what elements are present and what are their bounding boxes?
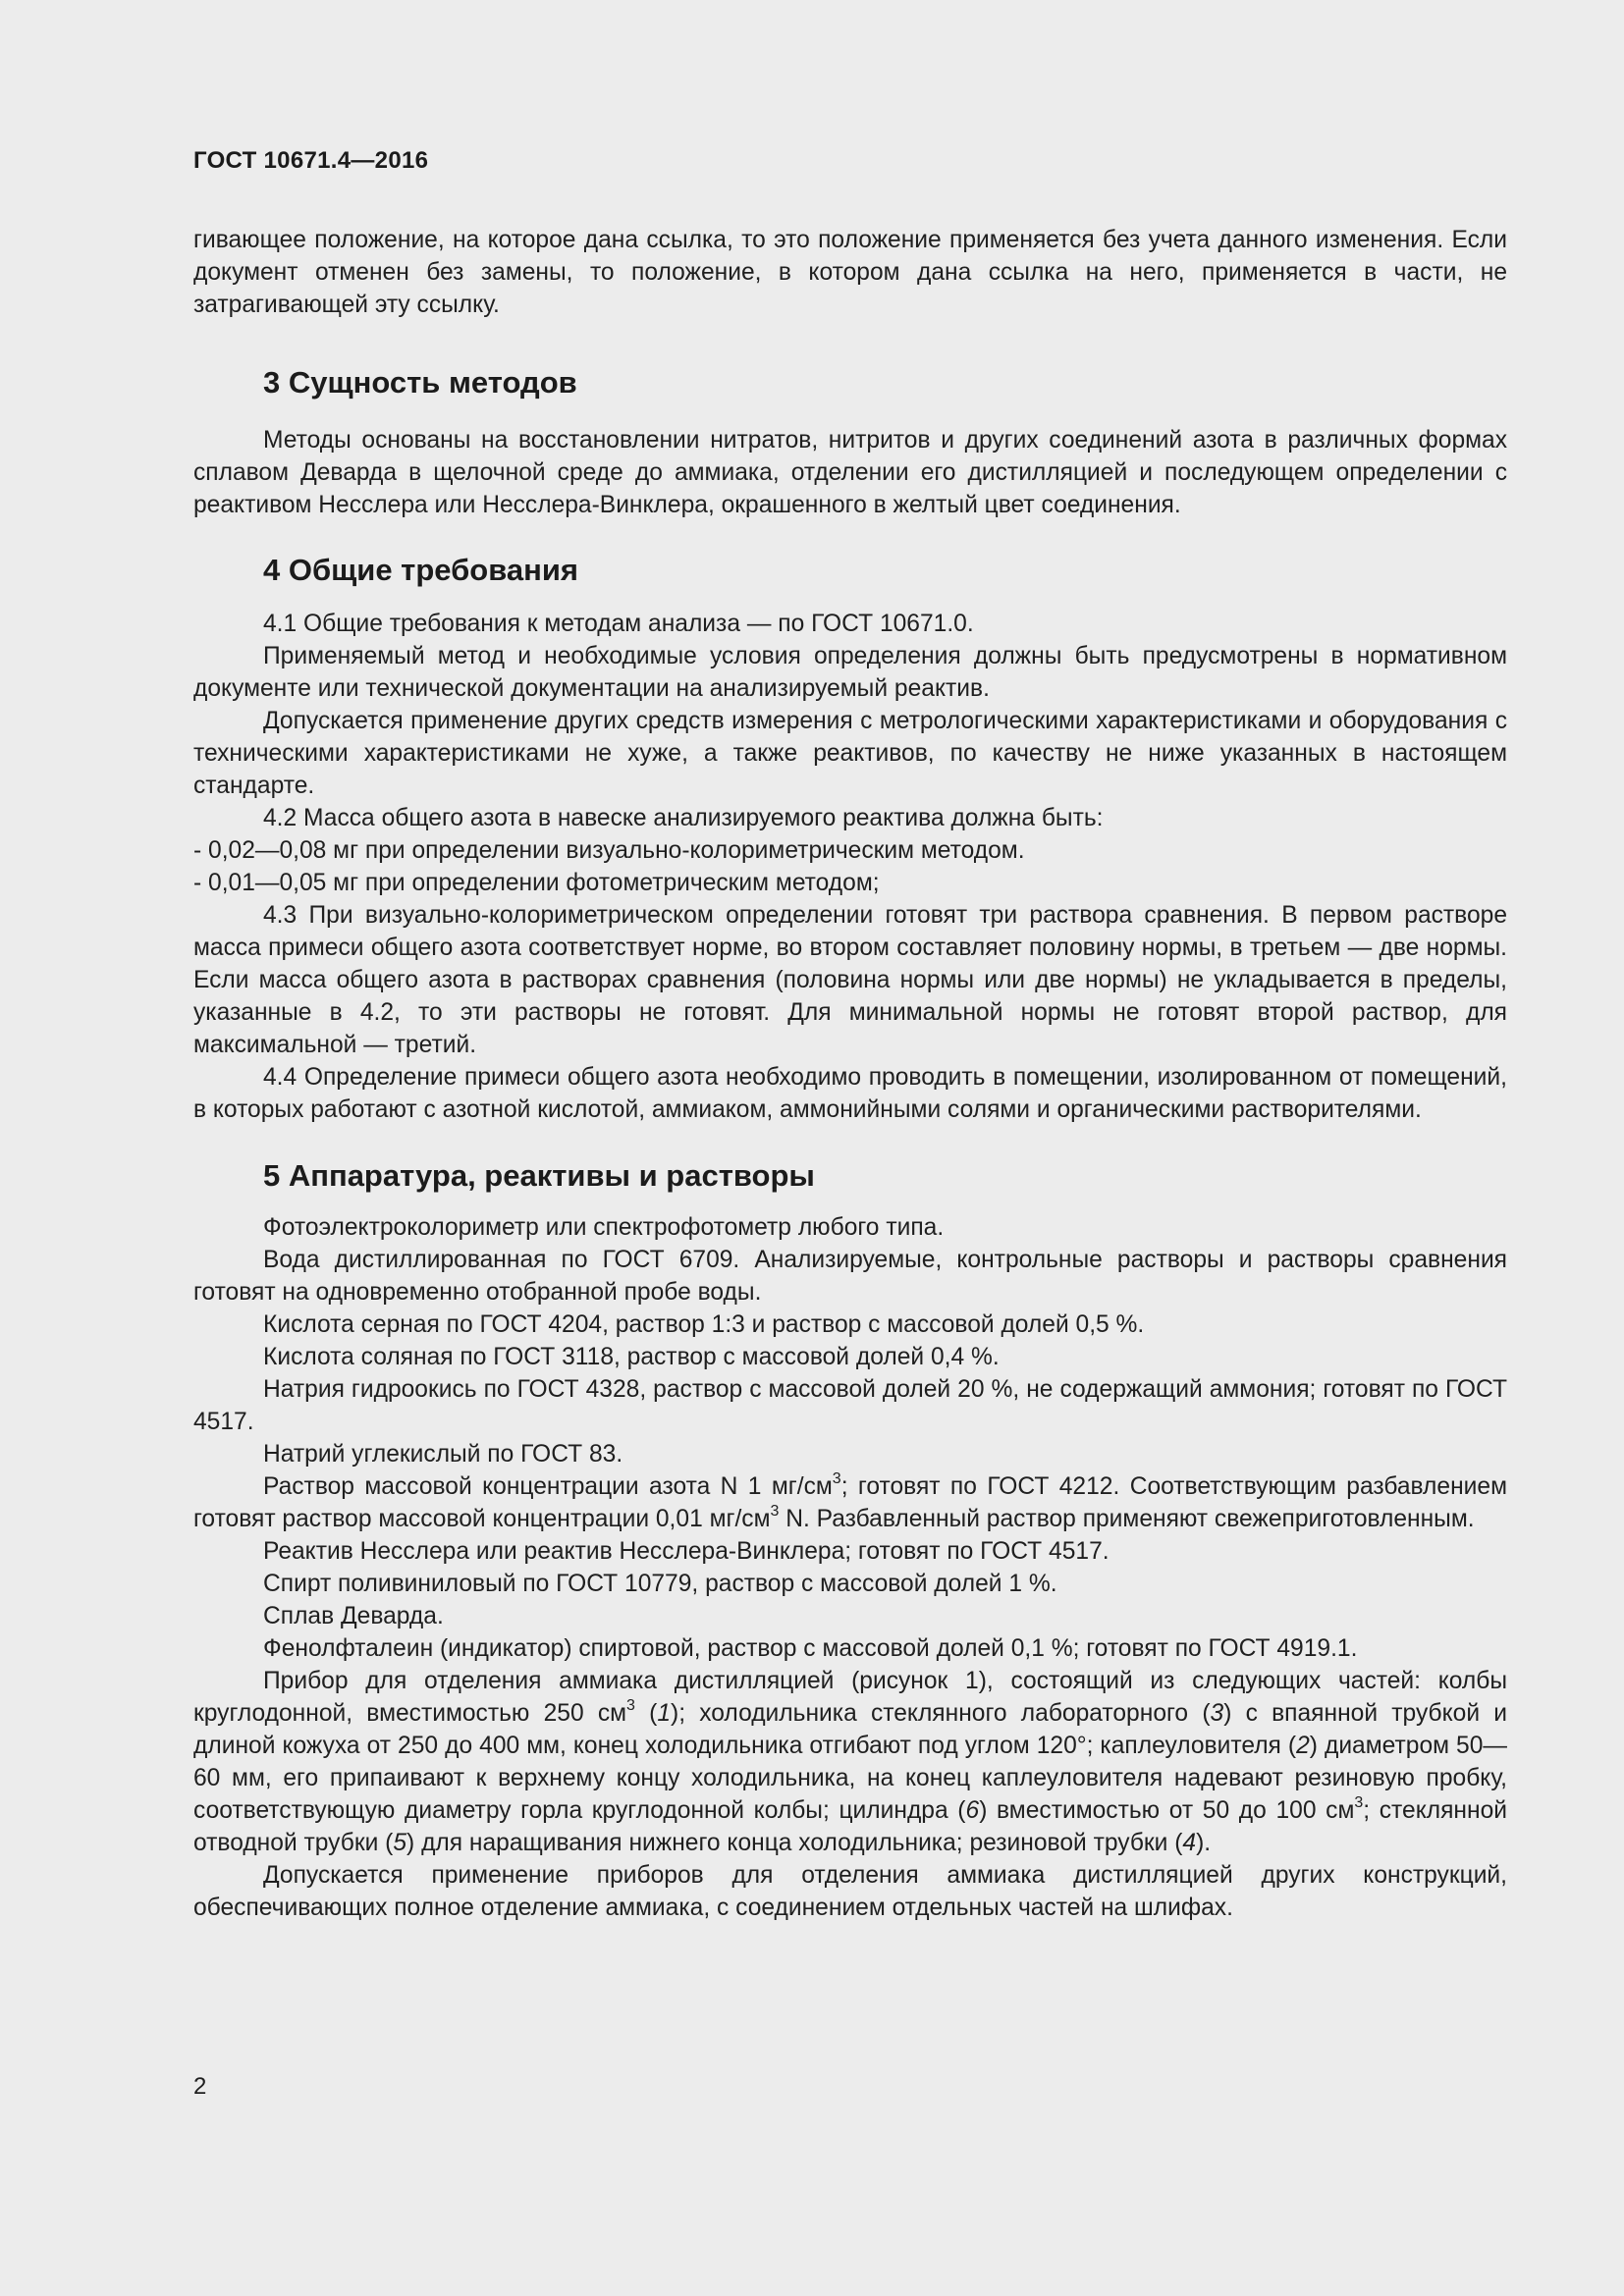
intro-paragraph: гивающее положение, на которое дана ссылка, то это положение применяется без учета данного изменения. Если документ отменен без замены, то положение, в котором дана ссылка на него, применяется в части, не затрагивающей эту ссылку. <box>193 227 1507 318</box>
text-run: ) вместимостью от 50 до 100 см <box>979 1797 1355 1824</box>
superscript: 3 <box>1354 1793 1364 1811</box>
page-number: 2 <box>193 2073 207 2100</box>
s5-paragraph-12 <box>193 1665 1507 1859</box>
clause-4-2-item-a: - 0,02—0,08 мг при определении визуально-колориметрическим методом. <box>193 837 1025 864</box>
clause-4-3: 4.3 При визуально-колориметрическом определении готовят три раствора сравнения. В первом растворе масса примеси общего азота соответствует норме, во втором составляет половину нормы, в третьем — две нормы. Если масса общего азота в растворах сравнения (половина нормы или две нормы) не укладывается в пределы, указанные в 4.2, то эти растворы не готовят. Для минимальной нормы не готовят второй раствор, для максимальной — третий. <box>193 902 1507 1058</box>
s5-paragraph-6: Натрий углекислый по ГОСТ 83. <box>263 1441 623 1468</box>
part-number: 1 <box>657 1700 672 1727</box>
s5-paragraph-13: Допускается применение приборов для отделения аммиака дистилляцией других конструкций, обеспечивающих полное отделение аммиака, с соединением отдельных частей на шлифах. <box>193 1862 1507 1921</box>
superscript: 3 <box>626 1696 635 1714</box>
text-run: N. Разбавленный раствор применяют свежеприготовленным. <box>779 1506 1475 1532</box>
s5-paragraph-3: Кислота серная по ГОСТ 4204, раствор 1:3 и раствор с массовой долей 0,5 %. <box>263 1311 1145 1338</box>
section-3-heading: 3 Сущность методов <box>263 365 577 400</box>
text-run: ). <box>1196 1830 1212 1856</box>
s5-paragraph-9: Спирт поливиниловый по ГОСТ 10779, раствор с массовой долей 1 %. <box>263 1571 1057 1597</box>
part-number: 2 <box>1296 1733 1310 1759</box>
part-number: 5 <box>393 1830 407 1856</box>
document-code-header: ГОСТ 10671.4—2016 <box>193 147 429 174</box>
document-body <box>193 224 1507 1924</box>
clause-4-4: 4.4 Определение примеси общего азота необходимо проводить в помещении, изолированном от помещений, в которых работают с азотной кислотой, аммиаком, аммонийными солями и органическими растворителями. <box>193 1064 1507 1123</box>
text-run: Прибор для отделения аммиака дистилляцией (рисунок 1), состоящий из следующих частей: колбы круглодонной, вместимостью 250 см <box>193 1668 1507 1727</box>
text-run: ) с впаянной трубкой и длиной кожуха от 250 до 400 мм, конец холодильника отгибают под углом 120°; каплеуловителя ( <box>193 1700 1507 1759</box>
text-run: ); холодильника стеклянного лабораторного ( <box>671 1700 1211 1727</box>
s5-paragraph-7 <box>193 1470 1507 1535</box>
part-number: 3 <box>1210 1700 1224 1727</box>
text-run: Раствор массовой концентрации азота N 1 мг/см <box>263 1473 833 1500</box>
part-number: 4 <box>1182 1830 1197 1856</box>
text-run: ) для наращивания нижнего конца холодильника; резиновой трубки ( <box>406 1830 1183 1856</box>
part-number: 6 <box>965 1797 980 1824</box>
s5-paragraph-8: Реактив Несслера или реактив Несслера-Винклера; готовят по ГОСТ 4517. <box>263 1538 1110 1565</box>
text-run: ) диаметром 50—60 мм, его припаивают к верхнему концу холодильника, на конец каплеуловителя надевают резиновую пробку, соответствующую диаметру горла круглодонной колбы; цилиндра ( <box>193 1733 1508 1824</box>
superscript: 3 <box>770 1502 780 1520</box>
s5-paragraph-5: Натрия гидроокись по ГОСТ 4328, раствор с массовой долей 20 %, не содержащий аммония; готовят по ГОСТ 4517. <box>193 1376 1507 1435</box>
section-5-heading: 5 Аппаратура, реактивы и растворы <box>263 1158 815 1193</box>
text-run: ; стеклянной отводной трубки ( <box>193 1797 1507 1856</box>
text-run: ; готовят по ГОСТ 4212. Соответствующим разбавлением готовят раствор массовой концентрации 0,01 мг/см <box>193 1473 1507 1532</box>
clause-4-1: 4.1 Общие требования к методам анализа — по ГОСТ 10671.0. <box>263 611 974 637</box>
superscript: 3 <box>832 1469 841 1487</box>
section-4-heading: 4 Общие требования <box>263 553 578 587</box>
s5-paragraph-10: Сплав Деварда. <box>263 1603 444 1629</box>
text-run: ( <box>634 1700 658 1727</box>
clause-4-1-paragraph-b: Применяемый метод и необходимые условия определения должны быть предусмотрены в нормативном документе или технической документации на анализируемый реактив. <box>193 643 1507 702</box>
section-3-paragraph: Методы основаны на восстановлении нитратов, нитритов и других соединений азота в различных формах сплавом Деварда в щелочной среде до аммиака, отделении его дистилляцией и последующем определении с реактивом Несслера или Несслера-Винклера, окрашенного в желтый цвет соединения. <box>193 427 1507 518</box>
clause-4-2-item-b: - 0,01—0,05 мг при определении фотометрическим методом; <box>193 870 880 896</box>
clause-4-1-paragraph-c: Допускается применение других средств измерения с метрологическими характеристиками и оборудования с техническими характеристиками не хуже, а также реактивов, по качеству не ниже указанных в настоящем стандарте. <box>193 708 1507 799</box>
s5-paragraph-4: Кислота соляная по ГОСТ 3118, раствор с массовой долей 0,4 %. <box>263 1344 1000 1370</box>
s5-paragraph-11: Фенолфталеин (индикатор) спиртовой, раствор с массовой долей 0,1 %; готовят по ГОСТ 4919.1. <box>263 1635 1358 1662</box>
clause-4-2: 4.2 Масса общего азота в навеске анализируемого реактива должна быть: <box>263 805 1104 831</box>
s5-paragraph-1: Фотоэлектроколориметр или спектрофотометр любого типа. <box>263 1214 945 1241</box>
s5-paragraph-2: Вода дистиллированная по ГОСТ 6709. Анализируемые, контрольные растворы и растворы сравнения готовят на одновременно отобранной пробе воды. <box>193 1247 1507 1306</box>
